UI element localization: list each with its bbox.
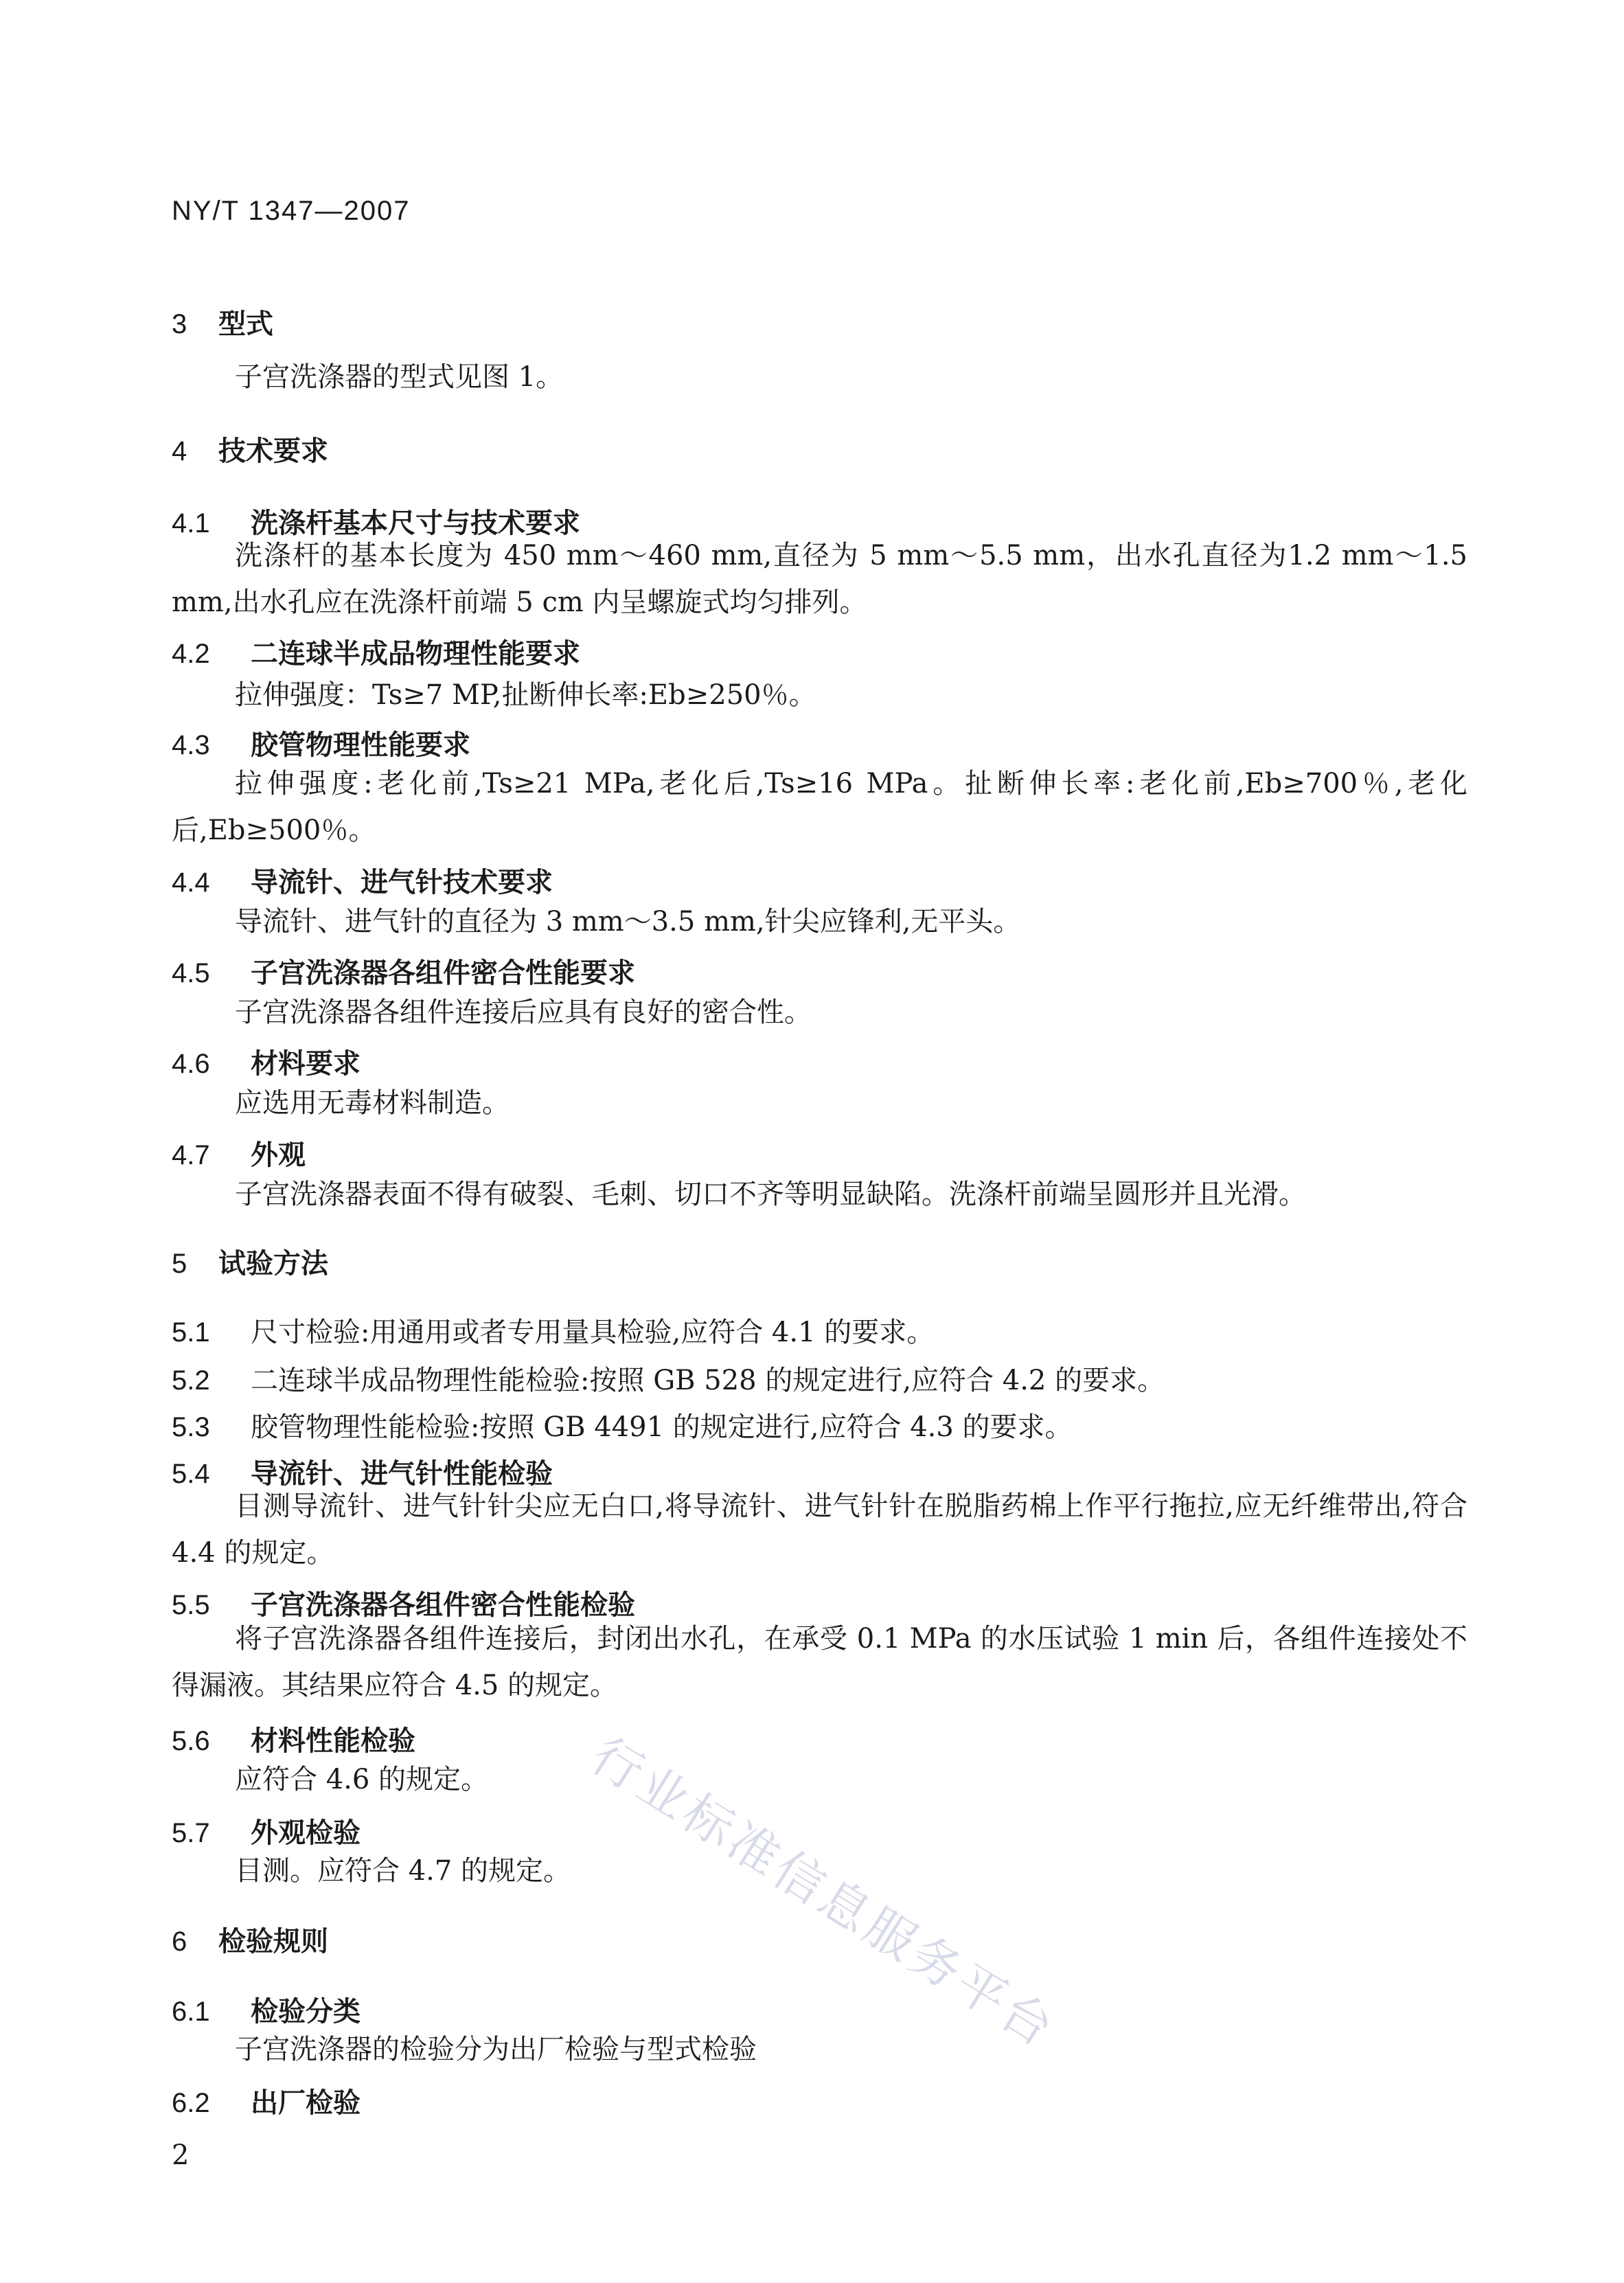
section-4-7-text: 子宫洗涤器表面不得有破裂、毛刺、切口不齐等明显缺陷。洗涤杆前端呈圆形并且光滑。: [235, 1179, 1306, 1210]
section-number: 4.5: [172, 958, 210, 988]
section-title: 检验分类: [251, 1996, 361, 2028]
section-4-7-heading: [172, 1133, 306, 1172]
section-title: 试验方法: [218, 1248, 328, 1280]
watermark: 行业标准信息服务平台: [582, 1726, 1067, 2060]
section-5-2: [172, 1359, 1165, 1398]
section-title: 材料性能检验: [251, 1725, 415, 1757]
section-6-1-text: 子宫洗涤器的检验分为出厂检验与型式检验: [235, 2034, 757, 2065]
section-4-6-text: 应选用无毒材料制造。: [235, 1087, 510, 1119]
section-5-5-text: 将子宫洗涤器各组件连接后，封闭出水孔，在承受 0.1 MPa 的水压试验 1 min 后，各组件连接处不得漏液。其结果应符合 4.5 的规定。: [172, 1623, 1467, 1701]
section-text: 胶管物理性能检验:按照 GB 4491 的规定进行,应符合 4.3 的要求。: [251, 1411, 1073, 1443]
section-number: 3: [172, 309, 187, 339]
section-number: 5: [172, 1249, 187, 1279]
section-4-5-heading: [172, 951, 635, 990]
page-number: 2: [172, 2139, 190, 2171]
section-5-1: [172, 1310, 934, 1350]
section-text: 尺寸检验:用通用或者专用量具检验,应符合 4.1 的要求。: [251, 1317, 935, 1348]
section-4-1-text: 洗涤杆的基本长度为 450 mm～460 mm,直径为 5 mm～5.5 mm，出水孔直径为1.2 mm～1.5 mm,出水孔应在洗涤杆前端 5 cm 内呈螺旋式均匀排列。: [172, 540, 1467, 618]
section-6-2-heading: [172, 2081, 361, 2120]
section-5-3: [172, 1405, 1073, 1444]
section-number: 5.3: [172, 1412, 210, 1442]
section-number: 5.5: [172, 1590, 210, 1620]
section-number: 6.2: [172, 2088, 210, 2118]
section-4-4-text: 导流针、进气针的直径为 3 mm～3.5 mm,针尖应锋利,无平头。: [235, 906, 1021, 938]
section-5-7-heading: [172, 1811, 361, 1850]
section-title: 检验规则: [218, 1926, 328, 1957]
section-title: 外观: [251, 1139, 306, 1171]
section-number: 4.1: [172, 508, 210, 538]
section-title: 子宫洗涤器各组件密合性能检验: [251, 1589, 635, 1621]
section-5-6-heading: [172, 1719, 415, 1758]
section-4-2-text: 拉伸强度：Ts≥7 MP,扯断伸长率:Eb≥250％。: [235, 679, 816, 711]
section-4-4-heading: [172, 861, 553, 900]
standard-code: NY/T 1347—2007: [172, 196, 411, 226]
section-4-3-heading: [172, 723, 470, 762]
section-5-7-text: 目测。应符合 4.7 的规定。: [235, 1855, 571, 1887]
section-title: 型式: [218, 308, 273, 340]
section-number: 5.2: [172, 1365, 210, 1396]
section-number: 5.1: [172, 1317, 210, 1348]
section-number: 5.4: [172, 1459, 210, 1489]
section-number: 5.7: [172, 1818, 210, 1848]
section-number: 4.2: [172, 639, 210, 669]
section-number: 4: [172, 436, 187, 466]
section-number: 6: [172, 1927, 187, 1957]
section-number: 5.6: [172, 1726, 210, 1756]
section-5-heading: [172, 1242, 328, 1281]
section-title: 导流针、进气针技术要求: [251, 867, 553, 898]
section-title: 材料要求: [251, 1048, 361, 1080]
section-4-heading: [172, 429, 328, 468]
section-number: 4.3: [172, 730, 210, 760]
section-text: 二连球半成品物理性能检验:按照 GB 528 的规定进行,应符合 4.2 的要求。: [251, 1365, 1165, 1396]
section-6-1-heading: [172, 1990, 361, 2029]
section-4-6-heading: [172, 1042, 361, 1081]
section-title: 二连球半成品物理性能要求: [251, 638, 580, 670]
section-5-6-text: 应符合 4.6 的规定。: [235, 1764, 489, 1795]
section-4-2-heading: [172, 632, 580, 671]
section-5-4-text: 目测导流针、进气针针尖应无白口,将导流针、进气针针在脱脂药棉上作平行拖拉,应无纤维带出,符合 4.4 的规定。: [172, 1490, 1467, 1569]
section-3-heading: [172, 302, 273, 341]
section-title: 子宫洗涤器各组件密合性能要求: [251, 957, 635, 989]
section-title: 胶管物理性能要求: [251, 729, 470, 761]
section-title: 外观检验: [251, 1817, 361, 1849]
section-title: 技术要求: [218, 435, 328, 467]
section-number: 4.6: [172, 1049, 210, 1079]
section-6-heading: [172, 1920, 328, 1959]
section-title: 洗涤杆基本尺寸与技术要求: [251, 508, 580, 539]
section-title: 导流针、进气针性能检验: [251, 1458, 553, 1490]
section-3-text: 子宫洗涤器的型式见图 1。: [235, 361, 564, 393]
section-number: 6.1: [172, 1997, 210, 2027]
section-title: 出厂检验: [251, 2087, 361, 2119]
section-number: 4.7: [172, 1140, 210, 1170]
section-number: 4.4: [172, 867, 210, 898]
section-4-3-text: 拉伸强度:老化前,Ts≥21 MPa,老化后,Ts≥16 MPa。扯断伸长率:老化前,Eb≥700％,老化后,Eb≥500％。: [172, 768, 1467, 846]
section-4-5-text: 子宫洗涤器各组件连接后应具有良好的密合性。: [235, 997, 812, 1028]
